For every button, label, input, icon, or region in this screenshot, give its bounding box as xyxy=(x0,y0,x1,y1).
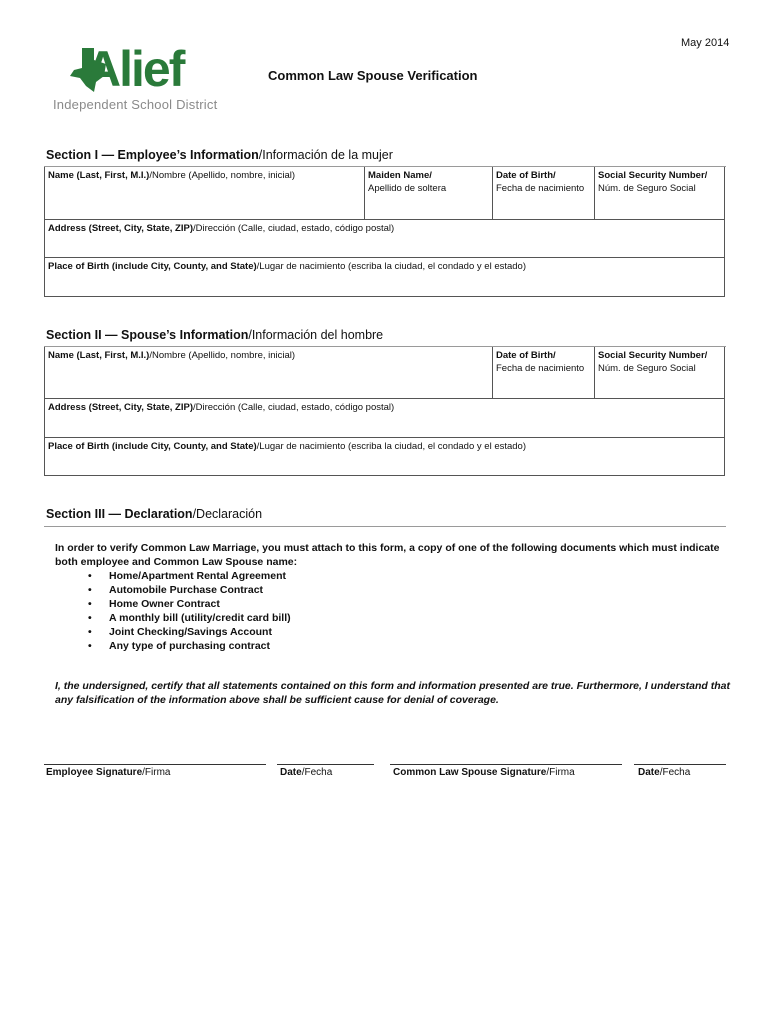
spouse-name-label-rest: /Nombre (Apellido, nombre, inicial) xyxy=(149,350,296,361)
spouse-name-field[interactable] xyxy=(45,347,492,398)
employee-address-label-bold: Address (Street, City, State, ZIP) xyxy=(48,223,193,234)
spouse-date-label-rest: /Fecha xyxy=(659,767,691,778)
spouse-date-label-bold: Date xyxy=(638,767,660,778)
page-title: Common Law Spouse Verification xyxy=(268,68,478,83)
employee-date-label xyxy=(280,767,332,778)
employee-name-label-rest: /Nombre (Apellido, nombre, inicial) xyxy=(149,170,296,181)
section3-rule xyxy=(44,526,726,527)
employee-signature-line[interactable] xyxy=(44,764,266,765)
list-item: • Home Owner Contract xyxy=(109,597,730,611)
spouse-signature-label xyxy=(393,767,575,778)
maiden-name-label-bold: Maiden Name/ xyxy=(368,170,432,181)
logo-wordmark: Alief xyxy=(85,41,184,97)
form-date: May 2014 xyxy=(681,37,730,49)
maiden-name-field[interactable] xyxy=(365,167,492,219)
employee-address-field[interactable] xyxy=(45,220,725,257)
section1-heading-bold: Section I — Employee’s Information xyxy=(46,148,259,162)
employee-date-line[interactable] xyxy=(277,764,374,765)
spouse-address-label-rest: /Dirección (Calle, ciudad, estado, código postal) xyxy=(193,402,395,413)
employee-date-label-bold: Date xyxy=(280,767,302,778)
employee-pob-field[interactable] xyxy=(45,258,725,296)
list-item: • Automobile Purchase Contract xyxy=(109,583,730,597)
section2-heading-rest: /Información del hombre xyxy=(248,328,384,342)
spouse-ssn-field[interactable] xyxy=(595,347,725,398)
spouse-signature-line[interactable] xyxy=(390,764,622,765)
required-documents-list xyxy=(55,569,730,653)
section2-heading-bold: Section II — Spouse’s Information xyxy=(46,328,249,342)
employee-signature-label-bold: Employee Signature xyxy=(46,767,143,778)
section3-heading-bold: Section III — Declaration xyxy=(46,507,193,521)
list-item: • Home/Apartment Rental Agreement xyxy=(109,569,730,583)
list-item: • Any type of purchasing contract xyxy=(109,639,730,653)
employee-dob-label-rest: Fecha de nacimiento xyxy=(496,183,585,194)
employee-pob-label-rest: /Lugar de nacimiento (escriba la ciudad, el condado y el estado) xyxy=(256,261,527,272)
spouse-dob-label-bold: Date of Birth/ xyxy=(496,350,556,361)
maiden-name-label-rest: Apellido de soltera xyxy=(368,183,447,194)
spouse-ssn-label-rest: Núm. de Seguro Social xyxy=(598,363,696,374)
employee-ssn-field[interactable] xyxy=(595,167,725,219)
declaration-intro: In order to verify Common Law Marriage, you must attach to this form, a copy of one of the following documents which must indicate both employee and Common Law Spouse name: xyxy=(55,542,720,568)
spouse-dob-label-rest: Fecha de nacimiento xyxy=(496,363,585,374)
spouse-date-line[interactable] xyxy=(634,764,726,765)
employee-address-label-rest: /Dirección (Calle, ciudad, estado, código postal) xyxy=(193,223,395,234)
logo-subtitle: Independent School District xyxy=(53,97,218,112)
spouse-pob-label-rest: /Lugar de nacimiento (escriba la ciudad, el condado y el estado) xyxy=(256,441,527,452)
section1-heading xyxy=(46,148,393,162)
spouse-date-label xyxy=(638,767,690,778)
employee-pob-label-bold: Place of Birth (include City, County, and State) xyxy=(48,261,257,272)
spouse-signature-label-bold: Common Law Spouse Signature xyxy=(393,767,547,778)
section1-heading-rest: /Información de la mujer xyxy=(258,148,393,162)
employee-signature-label xyxy=(46,767,170,778)
spouse-signature-label-rest: /Firma xyxy=(546,767,575,778)
certification-statement: I, the undersigned, certify that all statements contained on this form and information presented are true. Furthermore, I understand that any falsification of the information above shall be sufficient cause for denial of coverage. xyxy=(55,680,731,706)
spouse-ssn-label-bold: Social Security Number/ xyxy=(598,350,708,361)
employee-name-field[interactable] xyxy=(45,167,364,219)
employee-dob-field[interactable] xyxy=(493,167,594,219)
section3-heading xyxy=(46,507,262,521)
list-item: • A monthly bill (utility/credit card bill) xyxy=(109,611,730,625)
spouse-pob-field[interactable] xyxy=(45,438,725,475)
employee-dob-label-bold: Date of Birth/ xyxy=(496,170,556,181)
spouse-name-label-bold: Name (Last, First, M.I.) xyxy=(48,350,150,361)
spouse-dob-field[interactable] xyxy=(493,347,594,398)
spouse-address-label-bold: Address (Street, City, State, ZIP) xyxy=(48,402,193,413)
employee-info-table xyxy=(44,167,725,297)
section2-heading xyxy=(46,328,383,342)
section3-heading-rest: /Declaración xyxy=(192,507,263,521)
spouse-pob-label-bold: Place of Birth (include City, County, and State) xyxy=(48,441,257,452)
employee-name-label-bold: Name (Last, First, M.I.) xyxy=(48,170,150,181)
list-item: • Joint Checking/Savings Account xyxy=(109,625,730,639)
employee-signature-label-rest: /Firma xyxy=(142,767,171,778)
employee-ssn-label-rest: Núm. de Seguro Social xyxy=(598,183,696,194)
employee-date-label-rest: /Fecha xyxy=(301,767,333,778)
spouse-info-table xyxy=(44,347,725,476)
employee-ssn-label-bold: Social Security Number/ xyxy=(598,170,708,181)
spouse-address-field[interactable] xyxy=(45,399,725,437)
declaration-instructions xyxy=(55,541,730,653)
